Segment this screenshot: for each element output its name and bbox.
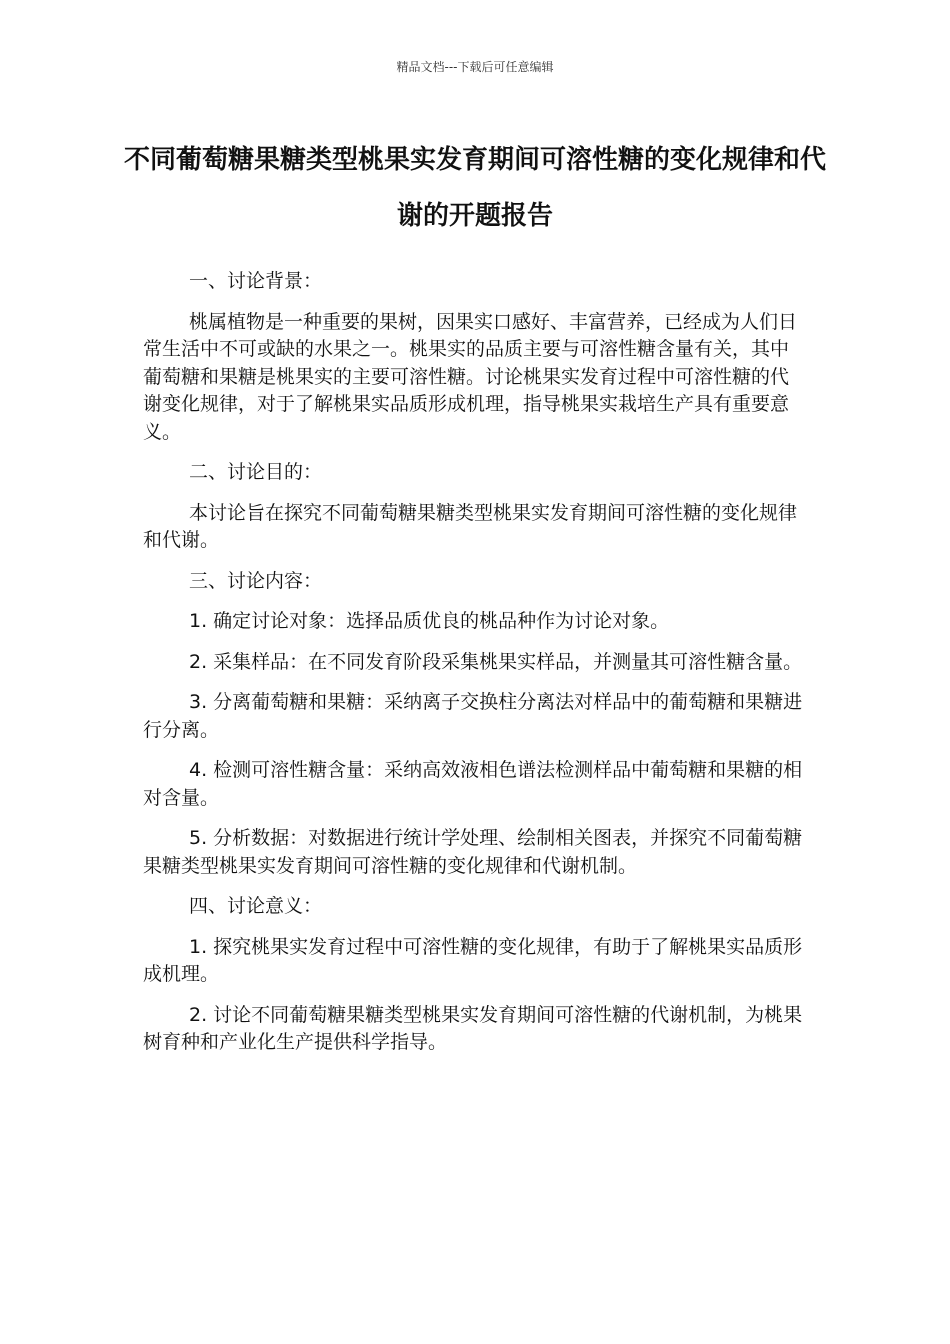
purpose-paragraph: 本讨论旨在探究不同葡萄糖果糖类型桃果实发育期间可溶性糖的变化规律和代谢。 (143, 501, 798, 551)
background-paragraph: 桃属植物是一种重要的果树，因果实口感好、丰富营养，已经成为人们日常生活中不可或缺的水果之一。桃果实的品质主要与可溶性糖含量有关，其中葡萄糖和果糖是桃果实的主要可溶性糖。讨论桃果实发育过程中可溶性糖的代谢变化规律，对于了解桃果实品质形成机理，指导桃果实栽培生产具有重要意义。 (143, 310, 798, 443)
content-item-2: 2. 采集样品：在不同发育阶段采集桃果实样品，并测量其可溶性糖含量。 (189, 650, 803, 673)
page-header-note: 精品文档---下载后可任意编辑 (396, 60, 554, 74)
document-body (143, 268, 803, 1070)
section-heading-content: 三、讨论内容： (189, 569, 323, 592)
significance-item-2: 2. 讨论不同葡萄糖果糖类型桃果实发育期间可溶性糖的代谢机制，为桃果树育种和产业化生产提供科学指导。 (143, 1003, 803, 1053)
section-heading-purpose: 二、讨论目的： (189, 461, 323, 483)
content-item-5: 5. 分析数据：对数据进行统计学处理、绘制相关图表，并探究不同葡萄糖果糖类型桃果实发育期间可溶性糖的变化规律和代谢机制。 (143, 827, 803, 877)
content-item-4: 4. 检测可溶性糖含量：采纳高效液相色谱法检测样品中葡萄糖和果糖的相对含量。 (143, 759, 803, 809)
document-title: 不同葡萄糖果糖类型桃果实发育期间可溶性糖的变化规律和代谢的开题报告 (123, 145, 826, 231)
significance-item-1: 1. 探究桃果实发育过程中可溶性糖的变化规律，有助于了解桃果实品质形成机理。 (143, 935, 803, 985)
content-item-1: 1. 确定讨论对象：选择品质优良的桃品种作为讨论对象。 (189, 610, 670, 632)
content-item-3: 3. 分离葡萄糖和果糖：采纳离子交换柱分离法对样品中的葡萄糖和果糖进行分离。 (143, 691, 803, 741)
section-heading-significance: 四、讨论意义： (189, 895, 323, 917)
section-heading-background: 一、讨论背景： (189, 270, 323, 292)
